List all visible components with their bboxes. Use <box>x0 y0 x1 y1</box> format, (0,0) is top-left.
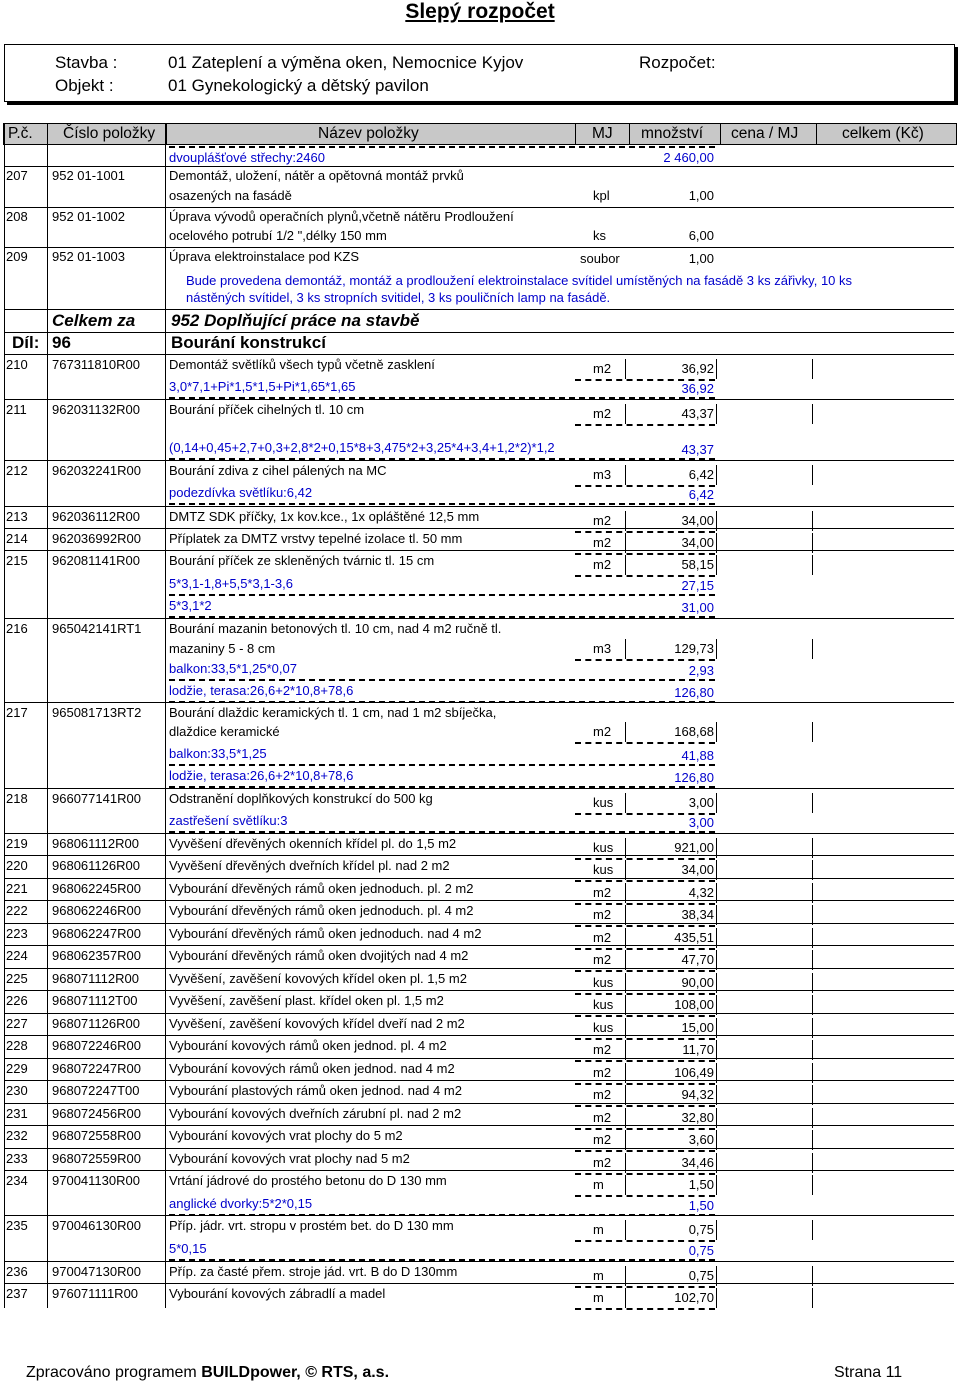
row-number: 212 <box>6 463 28 478</box>
calc-qty: 2,93 <box>688 663 714 678</box>
row-desc: Vybourání kovových rámů oken jednod. nad 4 m2 <box>169 1061 455 1076</box>
dil-name: Bourání konstrukcí <box>171 333 326 352</box>
row-qty: 0,75 <box>688 1268 714 1283</box>
calc-text: anglické dvorky:5*2*0,15 <box>169 1196 313 1211</box>
row-code: 968071112T00 <box>52 993 138 1008</box>
row-number: 220 <box>6 858 28 873</box>
row-mj: m2 <box>593 1065 612 1080</box>
calc-text: zastřešení světlíku:3 <box>169 813 288 828</box>
row-number: 223 <box>6 926 28 941</box>
row-desc: Úprava elektroinstalace pod KZS <box>169 249 360 264</box>
footer <box>26 1364 389 1382</box>
row-qty: 129,73 <box>674 641 714 656</box>
row-qty: 11,70 <box>682 1042 714 1057</box>
row-qty: 1,00 <box>688 188 714 203</box>
calc-qty: 36,92 <box>681 381 714 396</box>
objekt-label: Objekt : <box>55 76 114 95</box>
row-code: 970041130R00 <box>52 1173 140 1188</box>
row-mj: m2 <box>593 361 612 376</box>
col-code: Číslo položky <box>63 125 156 142</box>
row-number: 232 <box>6 1128 28 1143</box>
row-mj: m2 <box>593 557 612 572</box>
row-code: 966077141R00 <box>52 791 141 806</box>
row-qty: 168,68 <box>674 724 714 739</box>
row-desc: Vybourání kovových zábradlí a madel <box>169 1286 386 1301</box>
row-code: 968072559R00 <box>52 1151 141 1166</box>
row-desc: Vybourání dřevěných rámů oken jednoduch. pl. 4 m2 <box>169 903 474 918</box>
row-desc: Vyvěšení dřevěných okenních křídel pl. do 1,5 m2 <box>169 836 457 851</box>
stavba-label: Stavba : <box>55 53 118 72</box>
celkem-value: 952 Doplňující práce na stavbě <box>171 311 420 330</box>
dil-label: Díl: <box>12 333 40 352</box>
row-number: 228 <box>6 1038 28 1053</box>
row-desc: Bourání dlaždic keramických tl. 1 cm, nad 1 m2 sbíječka, <box>169 705 497 720</box>
row-code: 968072558R00 <box>52 1128 141 1143</box>
row-number: 234 <box>6 1173 28 1188</box>
calc-qty: 126,80 <box>674 685 714 700</box>
row-mj: m2 <box>593 724 612 739</box>
row-number: 217 <box>6 705 28 720</box>
note-line-2: nástěných svítidel, 3 ks stropních svitidel, 3 ks pouličních lamp na fasádě. <box>186 290 611 305</box>
row-desc: Vyvěšení, zavěšení kovových křídel oken pl. 1,5 m2 <box>169 971 467 986</box>
row-qty: 435,51 <box>674 930 714 945</box>
row-qty: 43,37 <box>681 406 714 421</box>
page-number: Strana 11 <box>834 1364 903 1381</box>
row-number: 235 <box>6 1218 28 1233</box>
row-qty: 34,46 <box>681 1155 714 1170</box>
row-desc: Úprava vývodů operačních plynů,včetně nátěru Prodloužení <box>169 209 514 224</box>
row-mj: m2 <box>593 406 612 421</box>
row-mj: kus <box>593 840 614 855</box>
row-code: 968062357R00 <box>52 948 141 963</box>
row-qty: 0,75 <box>688 1222 714 1237</box>
calc-qty: 31,00 <box>681 600 714 615</box>
row-desc: Vybourání kovových vrat plochy nad 5 m2 <box>169 1151 410 1166</box>
objekt-value: 01 Gynekologický a dětský pavilon <box>168 76 429 95</box>
row-mj: kpl <box>593 188 610 203</box>
row-number: 208 <box>6 209 28 224</box>
calc-text: 5*3,1*2 <box>169 598 212 613</box>
row-number: 213 <box>6 509 28 524</box>
row-mj: m2 <box>593 535 612 550</box>
row-qty: 3,60 <box>688 1132 714 1147</box>
col-total: celkem (Kč) <box>842 125 924 142</box>
row-desc: Vybourání kovových dveřních zárubní pl. nad 2 m2 <box>169 1106 462 1121</box>
row-desc: Vybourání kovových vrat plochy do 5 m2 <box>169 1128 403 1143</box>
row-qty: 3,00 <box>688 795 714 810</box>
row-mj: m2 <box>593 1042 612 1057</box>
calc-text: 3,0*7,1+Pi*1,5*1,5+Pi*1,65*1,65 <box>169 379 356 394</box>
row-number: 230 <box>6 1083 28 1098</box>
row-desc: Vyvěšení, zavěšení plast. křídel oken pl. 1,5 m2 <box>169 993 444 1008</box>
row-desc: Vybourání kovových rámů oken jednod. pl. 4 m2 <box>169 1038 447 1053</box>
page-title: Slepý rozpočet <box>405 0 555 23</box>
row-mj: m <box>593 1268 604 1283</box>
row-number: 221 <box>6 881 28 896</box>
row-desc: Odstranění doplňkových konstrukcí do 500 kg <box>169 791 433 806</box>
row-desc: Vybourání plastových rámů oken jednod. nad 4 m2 <box>169 1083 462 1098</box>
row-mj: kus <box>593 975 614 990</box>
row-mj: m2 <box>593 1087 612 1102</box>
row-number: 219 <box>6 836 28 851</box>
row-qty: 1,00 <box>688 251 714 266</box>
calc-text: lodžie, terasa:26,6+2*10,8+78,6 <box>169 768 354 783</box>
row-mj: kus <box>593 795 614 810</box>
row-mj: m2 <box>593 513 612 528</box>
calc-text: 5*0,15 <box>169 1241 207 1256</box>
rozpocet-label: Rozpočet: <box>639 53 716 72</box>
row-desc: Příplatek za DMTZ vrstvy tepelné izolace tl. 50 mm <box>169 531 463 546</box>
row-mj: m2 <box>593 1155 612 1170</box>
row-mj: m3 <box>593 641 612 656</box>
row-code: 767311810R00 <box>52 357 140 372</box>
row-mj: m <box>593 1222 604 1237</box>
row-qty: 34,00 <box>681 862 714 877</box>
row-qty: 38,34 <box>681 907 714 922</box>
calc-qty: 27,15 <box>681 578 714 593</box>
row-code: 965042141RT1 <box>52 621 142 636</box>
row-qty: 108,00 <box>674 997 714 1012</box>
row-number: 225 <box>6 971 28 986</box>
footer-prefix: Zpracováno programem <box>26 1364 202 1381</box>
row-desc: Příp. za časté přem. stroje jád. vrt. B do D 130mm <box>169 1264 458 1279</box>
row-code: 962036992R00 <box>52 531 141 546</box>
row-mj: m <box>593 1177 604 1192</box>
row-desc: DMTZ SDK příčky, 1x kov.kce., 1x opláštěné 12,5 mm <box>169 509 480 524</box>
header-box <box>4 44 955 102</box>
row-code: 968072247R00 <box>52 1061 141 1076</box>
row-number: 233 <box>6 1151 28 1166</box>
row-qty: 15,00 <box>681 1020 714 1035</box>
row-qty: 94,32 <box>681 1087 714 1102</box>
calc-qty: 43,37 <box>681 442 714 457</box>
row-desc-2: ocelového potrubí 1/2 ",délky 150 mm <box>169 228 387 243</box>
row-code: 968072247T00 <box>52 1083 140 1098</box>
row-number: 237 <box>6 1286 28 1301</box>
col-pc: P.č. <box>8 125 33 142</box>
row-mj: m <box>593 1290 604 1305</box>
row-qty: 34,00 <box>681 535 714 550</box>
row-number: 211 <box>6 402 27 417</box>
row-desc-2: osazených na fasádě <box>169 188 292 203</box>
row-code: 976071111R00 <box>52 1286 139 1301</box>
row-desc: Bourání zdiva z cihel pálených na MC <box>169 463 387 478</box>
row-number: 215 <box>6 553 28 568</box>
row-desc: Vrtání jádrové do prostého betonu do D 130 mm <box>169 1173 447 1188</box>
note-line-1: Bude provedena demontáž, montáž a prodloužení elektroinstalace svítidel umístěných na fasádě 3 ks zářivky, 10 ks <box>186 273 853 288</box>
row-desc: Vybourání dřevěných rámů oken dvojitých nad 4 m2 <box>169 948 469 963</box>
row-code: 968062245R00 <box>52 881 141 896</box>
row-code: 952 01-1001 <box>52 168 126 183</box>
col-mj: MJ <box>592 125 613 142</box>
row-number: 216 <box>6 621 28 636</box>
row-qty: 34,00 <box>681 513 714 528</box>
celkem-label: Celkem za <box>52 311 136 330</box>
row-mj: ks <box>593 228 606 243</box>
row-code: 968071126R00 <box>52 1016 140 1031</box>
column-header <box>3 123 957 145</box>
row-desc-2: mazaniny 5 - 8 cm <box>169 641 276 656</box>
row-qty: 32,80 <box>681 1110 714 1125</box>
footer-rts: © RTS, a.s. <box>300 1364 390 1381</box>
calc-qty: 3,00 <box>688 815 714 830</box>
row-desc: Bourání příček ze skleněných tvárnic tl. 15 cm <box>169 553 435 568</box>
calc-qty: 0,75 <box>688 1243 714 1258</box>
stavba-value: 01 Zateplení a výměna oken, Nemocnice Kyjov <box>168 53 524 72</box>
dil-number: 96 <box>52 333 71 352</box>
footer-program: BUILDpower, <box>201 1364 301 1381</box>
row-number: 227 <box>6 1016 28 1031</box>
row-number: 226 <box>6 993 28 1008</box>
row-qty: 58,15 <box>681 557 714 572</box>
row-number: 222 <box>6 903 28 918</box>
calc-text: balkon:33,5*1,25*0,07 <box>169 661 297 676</box>
row-mj: kus <box>593 1020 614 1035</box>
row-number: 224 <box>6 948 28 963</box>
row-desc: Vybourání dřevěných rámů oken jednoduch. nad 4 m2 <box>169 926 482 941</box>
row-code: 968072246R00 <box>52 1038 141 1053</box>
row-mj: kus <box>593 862 614 877</box>
row-desc: Bourání mazanin betonových tl. 10 cm, nad 4 m2 ručně tl. <box>169 621 502 636</box>
row-desc: Bourání příček cihelných tl. 10 cm <box>169 402 365 417</box>
row-desc: Příp. jádr. vrt. stropu v prostém bet. do D 130 mm <box>169 1218 454 1233</box>
calc-text: balkon:33,5*1,25 <box>169 746 267 761</box>
calc-text: lodžie, terasa:26,6+2*10,8+78,6 <box>169 683 354 698</box>
calc-qty: 6,42 <box>688 487 714 502</box>
row-desc: Demontáž, uložení, nátěr a opětovná montáž prvků <box>169 168 464 183</box>
calc-text: dvouplášťové střechy:2460 <box>169 150 325 165</box>
row-qty: 47,70 <box>681 952 714 967</box>
calc-qty: 126,80 <box>674 770 714 785</box>
row-qty: 921,00 <box>674 840 714 855</box>
row-code: 968061126R00 <box>52 858 140 873</box>
row-mj: m2 <box>593 907 612 922</box>
calc-qty: 41,88 <box>681 748 714 763</box>
row-code: 952 01-1003 <box>52 249 126 264</box>
row-code: 968072456R00 <box>52 1106 141 1121</box>
row-qty: 4,32 <box>688 885 714 900</box>
row-mj: m2 <box>593 930 612 945</box>
row-mj: m3 <box>593 467 612 482</box>
row-number: 229 <box>6 1061 28 1076</box>
row-mj: kus <box>593 997 614 1012</box>
row-code: 970047130R00 <box>52 1264 141 1279</box>
row-code: 952 01-1002 <box>52 209 126 224</box>
row-qty: 102,70 <box>674 1290 714 1305</box>
row-desc: Demontáž světlíků všech typů včetně zasklení <box>169 357 435 372</box>
row-code: 962031132R00 <box>52 402 140 417</box>
row-desc: Vyvěšení, zavěšení kovových křídel dveří nad 2 m2 <box>169 1016 465 1031</box>
col-qty: množství <box>641 125 704 142</box>
row-desc: Vyvěšení dřevěných dveřních křídel pl. nad 2 m2 <box>169 858 450 873</box>
row-qty: 1,50 <box>688 1177 714 1192</box>
row-code: 962032241R00 <box>52 463 141 478</box>
row-code: 968062247R00 <box>52 926 141 941</box>
col-name: Název položky <box>318 125 419 142</box>
row-number: 210 <box>6 357 28 372</box>
row-mj: soubor <box>580 251 620 266</box>
row-qty: 90,00 <box>681 975 714 990</box>
row-number: 214 <box>6 531 28 546</box>
calc-text: podezdívka světlíku:6,42 <box>169 485 313 500</box>
row-desc-2: dlaždice keramické <box>169 724 280 739</box>
row-mj: m2 <box>593 885 612 900</box>
row-number: 207 <box>6 168 28 183</box>
row-number: 236 <box>6 1264 28 1279</box>
row-code: 968071112R00 <box>52 971 139 986</box>
row-code: 962036112R00 <box>52 509 140 524</box>
row-code: 965081713RT2 <box>52 705 142 720</box>
row-number: 209 <box>6 249 28 264</box>
row-mj: m2 <box>593 952 612 967</box>
calc-text: (0,14+0,45+2,7+0,3+2,8*2+0,15*8+3,475*2+3,25*4+3,4+1,2*2)*1,2 <box>169 440 555 455</box>
row-code: 968061112R00 <box>52 836 139 851</box>
row-number: 218 <box>6 791 28 806</box>
row-mj: m2 <box>593 1110 612 1125</box>
row-qty: 106,49 <box>674 1065 714 1080</box>
row-mj: m2 <box>593 1132 612 1147</box>
calc-qty: 1,50 <box>688 1198 714 1213</box>
row-qty: 6,00 <box>688 228 714 243</box>
row-number: 231 <box>6 1106 28 1121</box>
row-desc: Vybourání dřevěných rámů oken jednoduch. pl. 2 m2 <box>169 881 474 896</box>
row-code: 968062246R00 <box>52 903 141 918</box>
row-code: 962081141R00 <box>52 553 140 568</box>
row-qty: 6,42 <box>688 467 714 482</box>
col-price: cena / MJ <box>731 125 799 142</box>
calc-text: 5*3,1-1,8+5,5*3,1-3,6 <box>169 576 293 591</box>
calc-qty: 2 460,00 <box>663 150 714 165</box>
row-qty: 36,92 <box>681 361 714 376</box>
row-code: 970046130R00 <box>52 1218 141 1233</box>
